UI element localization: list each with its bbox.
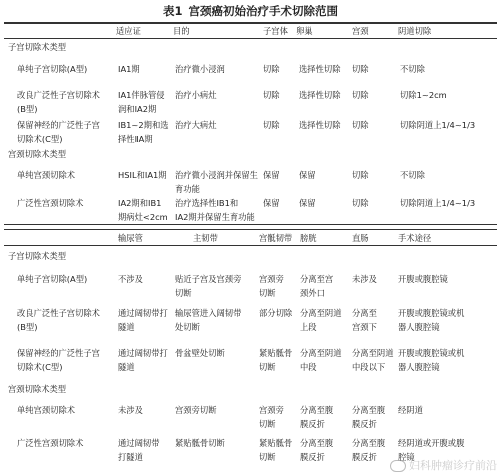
cell-us: 宫颈旁 <box>259 274 284 284</box>
cell-route: 经阴道 <box>398 405 423 415</box>
column-header: 阴道切除 <box>398 26 432 36</box>
cell-us: 部分切除 <box>259 308 293 318</box>
column-header: 卵巢 <box>296 26 313 36</box>
cell-indication: 润和ⅠA2期 <box>118 103 157 114</box>
cell-rectum: 中段以下 <box>352 361 386 372</box>
cell-cardinal: 宫颈旁切断 <box>175 405 217 415</box>
cell-route: 器人腹腔镜 <box>398 361 440 372</box>
cell-cervix: 切除 <box>352 64 369 74</box>
table-number: 表1 <box>162 4 183 18</box>
cell-indication: 期病灶<2cm <box>118 211 168 222</box>
cell-type: (B型) <box>17 321 38 332</box>
cell-cardinal: 切断 <box>175 287 192 298</box>
cell-bladder: 分离至阴道 <box>300 308 342 318</box>
column-header: 宫骶韧带 <box>259 233 293 243</box>
cell-type: (B型) <box>17 103 38 114</box>
cell-purpose: 治疗小病灶 <box>175 90 217 100</box>
cell-us: 紧贴骶骨 <box>259 348 293 358</box>
column-header: 子宫体 <box>263 26 288 36</box>
cell-type: 单纯子宫切除(A型) <box>17 274 88 284</box>
section-label: 宫颈切除术类型 <box>8 149 67 159</box>
cell-cervix: 切除 <box>352 120 369 130</box>
cell-type: 单纯宫颈切除术 <box>17 405 76 415</box>
cell-type: 切除术(C型) <box>17 133 63 144</box>
cell-cervix: 切除 <box>352 90 369 100</box>
cell-vagina: 不切除 <box>400 170 425 180</box>
cell-route: 器人腹腔镜 <box>398 321 440 332</box>
cell-bladder: 上段 <box>300 321 317 332</box>
cell-type: 保留神经的广泛性子宫 <box>17 348 100 358</box>
cell-cervix: 切除 <box>352 198 369 208</box>
wechat-icon <box>390 460 406 472</box>
cell-purpose: 育功能 <box>175 183 200 194</box>
cell-uterus: 切除 <box>263 120 280 130</box>
cell-purpose: 治疗选择性ⅠB1和 <box>175 198 239 208</box>
cell-type: 改良广泛性子宫切除术 <box>17 90 100 100</box>
cell-type: 单纯宫颈切除术 <box>17 170 76 180</box>
cell-indication: HSIL和ⅠA1期 <box>118 170 167 180</box>
cell-rectum: 未涉及 <box>352 274 377 284</box>
section-label: 子宫切除术类型 <box>8 42 67 52</box>
middle-rule-2 <box>4 229 497 230</box>
cell-ovary: 选择性切除 <box>299 120 341 130</box>
cell-purpose: 治疗微小浸润并保留生 <box>175 170 258 180</box>
middle-rule-1 <box>4 224 497 225</box>
cell-cardinal: 紧贴骶骨切断 <box>175 438 225 448</box>
cell-cervix: 切除 <box>352 170 369 180</box>
column-header: 主韧带 <box>193 233 218 243</box>
cell-rectum: 分离至 <box>352 308 377 318</box>
cell-rectum: 分离至阴道 <box>352 348 394 358</box>
cell-bladder: 分离至宫 <box>300 274 334 284</box>
cell-cardinal: 输尿管进入阔韧带 <box>175 308 242 318</box>
cell-indication: ⅠA2期和ⅠB1 <box>118 198 162 208</box>
cell-us: 切断 <box>259 418 276 429</box>
cell-us: 切断 <box>259 451 276 462</box>
section-label: 宫颈切除术类型 <box>8 384 67 394</box>
column-header: 膀胱 <box>300 233 317 243</box>
cell-indication: ⅠB1~2期和选 <box>118 120 169 130</box>
cell-vagina: 不切除 <box>400 64 425 74</box>
cell-ureter: 未涉及 <box>118 405 143 415</box>
column-header: 宫颈 <box>352 26 369 36</box>
cell-us: 切断 <box>259 287 276 298</box>
cell-uterus: 切除 <box>263 64 280 74</box>
cell-bladder: 分离至腹 <box>300 438 334 448</box>
cell-type: 切除术(C型) <box>17 361 63 372</box>
table-title <box>0 3 501 19</box>
cell-purpose: ⅠA2期并保留生育功能 <box>175 211 255 222</box>
cell-route: 腔镜 <box>398 451 415 462</box>
cell-vagina: 切除阴道上1/4~1/3 <box>400 120 476 130</box>
cell-purpose: 治疗微小浸润 <box>175 64 225 74</box>
cell-type: 单纯子宫切除(A型) <box>17 64 88 74</box>
cell-type: 广泛性宫颈切除术 <box>17 198 84 208</box>
cell-ovary: 选择性切除 <box>299 90 341 100</box>
cell-uterus: 保留 <box>263 198 280 208</box>
cell-vagina: 切除1~2cm <box>400 90 447 100</box>
cell-bladder: 膜反折 <box>300 451 325 462</box>
cell-uterus: 切除 <box>263 90 280 100</box>
cell-ureter: 通过阔韧带打 <box>118 308 168 318</box>
cell-rectum: 分离至腹 <box>352 405 386 415</box>
column-header: 适应证 <box>116 26 141 36</box>
cell-us: 紧贴骶骨 <box>259 438 293 448</box>
section-label: 子宫切除术类型 <box>8 251 67 261</box>
cell-bladder: 分离至阴道 <box>300 348 342 358</box>
column-header: 输尿管 <box>118 233 143 243</box>
cell-rectum: 膜反折 <box>352 418 377 429</box>
cell-route: 经阴道或开腹或腹 <box>398 438 465 448</box>
cell-route: 开腹或腹腔镜或机 <box>398 348 465 358</box>
cell-vagina: 切除阴道上1/4~1/3 <box>400 198 476 208</box>
cell-bladder: 中段 <box>300 361 317 372</box>
cell-rectum: 宫颈下 <box>352 321 377 332</box>
cell-type: 改良广泛性子宫切除术 <box>17 308 100 318</box>
cell-ureter: 不涉及 <box>118 274 143 284</box>
column-header: 直肠 <box>352 233 369 243</box>
cell-indication: ⅠA1期 <box>118 64 140 74</box>
cell-cardinal: 骨盆壁处切断 <box>175 348 225 358</box>
table-title-text: 宫颈癌初始治疗手术切除范围 <box>188 4 338 18</box>
watermark <box>390 457 497 473</box>
cell-ureter: 通过阔韧带打 <box>118 348 168 358</box>
cell-ureter: 打隧道 <box>118 451 143 462</box>
column-header: 目的 <box>173 26 190 36</box>
cell-cardinal: 贴近子宫及宫颈旁 <box>175 274 242 284</box>
cell-bladder: 颈外口 <box>300 287 325 298</box>
cell-rectum: 分离至腹 <box>352 438 386 448</box>
cell-type: 广泛性宫颈切除术 <box>17 438 84 448</box>
cell-purpose: 治疗大病灶 <box>175 120 217 130</box>
cell-ovary: 保留 <box>299 170 316 180</box>
watermark-text: 妇科肿瘤诊疗前沿 <box>409 459 497 472</box>
cell-ureter: 通过阔韧带 <box>118 438 160 448</box>
cell-us: 切断 <box>259 361 276 372</box>
cell-rectum: 膜反折 <box>352 451 377 462</box>
cell-cardinal: 处切断 <box>175 321 200 332</box>
cell-indication: 择性ⅡA期 <box>118 133 153 144</box>
cell-ureter: 隧道 <box>118 321 135 332</box>
cell-type: 保留神经的广泛性子宫 <box>17 120 100 130</box>
cell-uterus: 保留 <box>263 170 280 180</box>
cell-route: 开腹或腹腔镜 <box>398 274 448 284</box>
top-rule <box>4 22 497 24</box>
cell-ovary: 选择性切除 <box>299 64 341 74</box>
cell-indication: ⅠA1伴脉管侵 <box>118 90 165 100</box>
cell-ureter: 隧道 <box>118 361 135 372</box>
cell-bladder: 分离至腹 <box>300 405 334 415</box>
header-rule-top <box>4 38 497 39</box>
column-header: 手术途径 <box>398 233 432 243</box>
cell-route: 开腹或腹腔镜或机 <box>398 308 465 318</box>
cell-bladder: 膜反折 <box>300 418 325 429</box>
header-rule-bottom <box>4 245 497 246</box>
cell-us: 宫颈旁 <box>259 405 284 415</box>
cell-ovary: 保留 <box>299 198 316 208</box>
